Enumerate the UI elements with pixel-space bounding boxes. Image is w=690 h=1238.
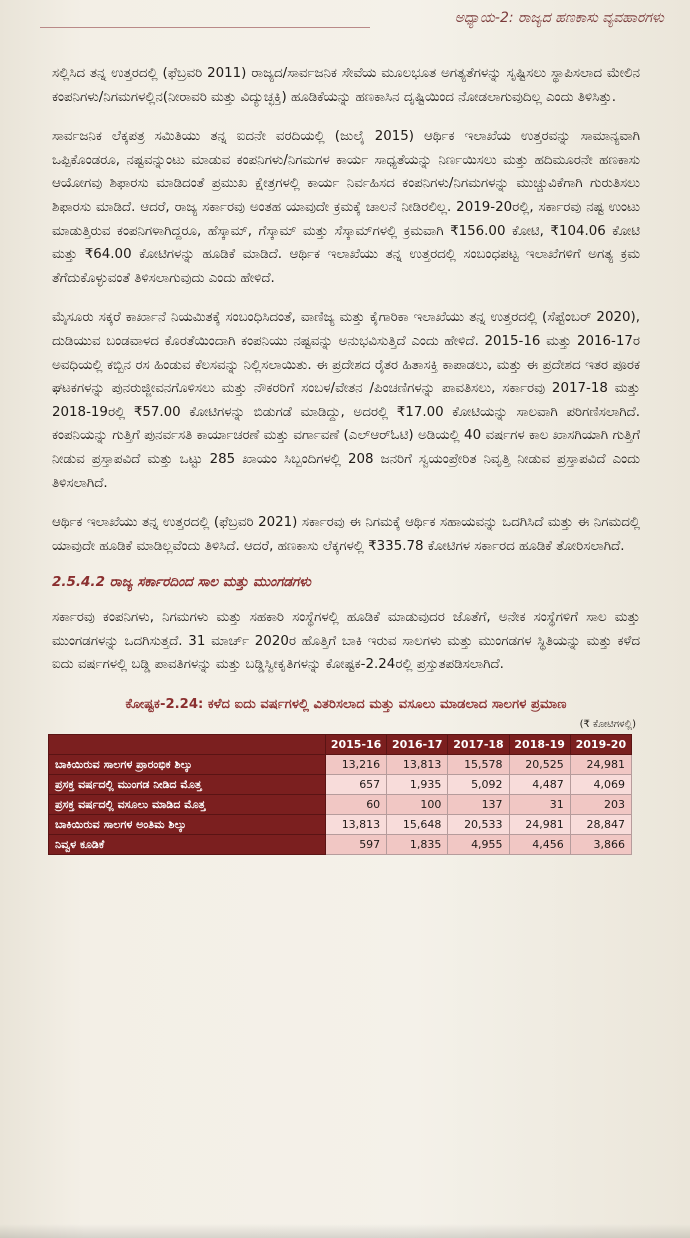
table-header-year: 2018-19 xyxy=(509,735,570,755)
table-cell: 1,835 xyxy=(387,835,448,855)
loans-table xyxy=(48,734,632,855)
table-cell: 24,981 xyxy=(509,815,570,835)
section-heading: 2.5.4.2 ರಾಜ್ಯ ಸರ್ಕಾರದಿಂದ ಸಾಲ ಮತ್ತು ಮುಂಗಡಗಳು xyxy=(52,574,311,591)
table-cell: 15,578 xyxy=(448,755,509,775)
table-cell: 20,525 xyxy=(509,755,570,775)
table-cell: 13,216 xyxy=(326,755,387,775)
page-bottom-shadow xyxy=(0,1224,690,1238)
table-title: ಕೋಷ್ಟಕ-2.24: ಕಳೆದ ಐದು ವರ್ಷಗಳಲ್ಲಿ ವಿತರಿಸಲಾದ ಮತ್ತು ವಸೂಲು ಮಾಡಲಾದ ಸಾಲಗಳ ಪ್ರಮಾಣ xyxy=(125,697,567,713)
table-unit-note: (₹ ಕೋಟಿಗಳಲ್ಲಿ) xyxy=(579,719,636,731)
row-label: ಬಾಕಿಯಿರುವ ಸಾಲಗಳ ಅಂತಿಮ ಶಿಲ್ಕು xyxy=(49,815,326,835)
table-row xyxy=(49,755,632,775)
table-cell: 3,866 xyxy=(570,835,631,855)
table-cell: 5,092 xyxy=(448,775,509,795)
paragraph-1: ಸಲ್ಲಿಸಿದ ತನ್ನ ಉತ್ತರದಲ್ಲಿ (ಫೆಬ್ರವರಿ 2011) ರಾಜ್ಯದ/ಸಾರ್ವಜನಿಕ ಸೇವೆಯ ಮೂಲಭೂತ ಅಗತ್ಯತೆಗಳನ್ನು ಸೃಷ್ಟಿಸಲು ಸ್ಥಾಪಿಸಲಾದ ಮೇಲಿನ ಕಂಪನಿಗಳು/ನಿಗಮಗಳಲ್ಲಿನ(ನೀರಾವರಿ ಮತ್ತು ವಿದ್ಯುಚ್ಛಕ್ತಿ) ಹೂಡಿಕೆಯನ್ನು ಹಣಕಾಸಿನ ದೃಷ್ಟಿಯಿಂದ ನೋಡಲಾಗುವುದಿಲ್ಲ ಎಂದು ತಿಳಿಸಿತ್ತು. xyxy=(52,66,640,105)
row-label: ಬಾಕಿಯಿರುವ ಸಾಲಗಳ ಪ್ರಾರಂಭಿಕ ಶಿಲ್ಕು xyxy=(49,755,326,775)
table-cell: 31 xyxy=(509,795,570,815)
table-row xyxy=(49,795,632,815)
table-row xyxy=(49,775,632,795)
table-cell: 203 xyxy=(570,795,631,815)
table-header-row xyxy=(49,735,632,755)
table-cell: 15,648 xyxy=(387,815,448,835)
table-cell: 13,813 xyxy=(387,755,448,775)
table-header-blank xyxy=(49,735,326,755)
table-cell: 1,935 xyxy=(387,775,448,795)
table-header-year: 2019-20 xyxy=(570,735,631,755)
table-cell: 657 xyxy=(326,775,387,795)
table-cell: 20,533 xyxy=(448,815,509,835)
row-label: ಪ್ರಸಕ್ತ ವರ್ಷದಲ್ಲಿ ಮುಂಗಡ ನೀಡಿದ ಮೊತ್ತ xyxy=(49,775,326,795)
section-paragraph: ಸರ್ಕಾರವು ಕಂಪನಿಗಳು, ನಿಗಮಗಳು ಮತ್ತು ಸಹಕಾರಿ ಸಂಸ್ಥೆಗಳಲ್ಲಿ ಹೂಡಿಕೆ ಮಾಡುವುದರ ಜೊತೆಗೆ, ಅನೇಕ ಸಂಸ್ಥೆಗಳಿಗೆ ಸಾಲ ಮತ್ತು ಮುಂಗಡಗಳನ್ನು ಒದಗಿಸುತ್ತದೆ. 31 ಮಾರ್ಚ್ 2020ರ ಹೊತ್ತಿಗೆ ಬಾಕಿ ಇರುವ ಸಾಲಗಳು ಮತ್ತು ಮುಂಗಡಗಳ ಸ್ಥಿತಿಯನ್ನು ಮತ್ತು ಕಳೆದ ಐದು ವರ್ಷಗಳಲ್ಲಿ ಬಡ್ಡಿ ಪಾವತಿಗಳನ್ನು ಮತ್ತು ಬಡ್ಡಿಸ್ವೀಕೃತಿಗಳನ್ನು ಕೋಷ್ಟಕ-2.24ರಲ್ಲಿ ಪ್ರಸ್ತುತಪಡಿಸಲಾಗಿದೆ. xyxy=(52,610,640,673)
table-header-year: 2016-17 xyxy=(387,735,448,755)
table-cell: 60 xyxy=(326,795,387,815)
table-cell: 24,981 xyxy=(570,755,631,775)
running-header: ಅಧ್ಯಾಯ-2: ರಾಜ್ಯದ ಹಣಕಾಸು ವ್ಯವಹಾರಗಳು xyxy=(454,10,664,26)
table-header-year: 2015-16 xyxy=(326,735,387,755)
paragraph-4: ಆರ್ಥಿಕ ಇಲಾಖೆಯು ತನ್ನ ಉತ್ತರದಲ್ಲಿ (ಫೆಬ್ರವರಿ 2021) ಸರ್ಕಾರವು ಈ ನಿಗಮಕ್ಕೆ ಆರ್ಥಿಕ ಸಹಾಯವನ್ನು ಒದಗಿಸಿದೆ ಮತ್ತು ಈ ನಿಗಮದಲ್ಲಿ ಯಾವುದೇ ಹೂಡಿಕೆ ಮಾಡಿಲ್ಲವೆಂದು ತಿಳಿಸಿದೆ. ಆದರೆ, ಹಣಕಾಸು ಲೆಕ್ಕಗಳಲ್ಲಿ ₹335.78 ಕೋಟಿಗಳ ಸರ್ಕಾರದ ಹೂಡಿಕೆ ತೋರಿಸಲಾಗಿದೆ. xyxy=(52,515,640,554)
table-row xyxy=(49,815,632,835)
paragraph-2: ಸಾರ್ವಜನಿಕ ಲೆಕ್ಕಪತ್ರ ಸಮಿತಿಯು ತನ್ನ ಐದನೇ ವರದಿಯಲ್ಲಿ (ಜುಲೈ 2015) ಆರ್ಥಿಕ ಇಲಾಖೆಯ ಉತ್ತರವನ್ನು ಸಾಮಾನ್ಯವಾಗಿ ಒಪ್ಪಿಕೊಂಡರೂ, ನಷ್ಟವನ್ನುಂಟು ಮಾಡುವ ಕಂಪನಿಗಳು/ನಿಗಮಗಳ ಕಾರ್ಯ ಸಾಧ್ಯತೆಯನ್ನು ನಿರ್ಣಯಿಸಲು ಮತ್ತು ಹದಿಮೂರನೇ ಹಣಕಾಸು ಆಯೋಗವು ಶಿಫಾರಸು ಮಾಡಿದಂತೆ ಪ್ರಮುಖ ಕ್ಷೇತ್ರಗಳಲ್ಲಿ ಕಾರ್ಯ ನಿರ್ವಹಿಸದ ಕಂಪನಿಗಳು/ನಿಗಮಗಳನ್ನು ಮುಚ್ಚುವಿಕೆಗಾಗಿ ಗುರುತಿಸಲು ಶಿಫಾರಸು ಮಾಡಿದೆ. ಆದರೆ, ರಾಜ್ಯ ಸರ್ಕಾರವು ಅಂತಹ ಯಾವುದೇ ಕ್ರಮಕ್ಕೆ ಚಾಲನೆ ನೀಡಿರಲಿಲ್ಲ. 2019-20ರಲ್ಲಿ, ಸರ್ಕಾರವು ನಷ್ಟ ಉಂಟು ಮಾಡುತ್ತಿರುವ ಕಂಪನಿಗಳಾಗಿದ್ದರೂ, ಹೆಸ್ಕಾಮ್, ಗೆಸ್ಕಾಮ್ ಮತ್ತು ಸೆಸ್ಕಾಮ್‌ಗಳಲ್ಲಿ ಕ್ರಮವಾಗಿ ₹156.00 ಕೋಟಿ, ₹104.06 ಕೋಟಿ ಮತ್ತು ₹64.00 ಕೋಟಿಗಳನ್ನು ಹೂಡಿಕೆ ಮಾಡಿದೆ. ಆರ್ಥಿಕ ಇಲಾಖೆಯು ತನ್ನ ಉತ್ತರದಲ್ಲಿ ಸಂಬಂಧಪಟ್ಟ ಇಲಾಖೆಗಳಿಗೆ ಅಗತ್ಯ ಕ್ರಮ ತೆಗೆದುಕೊಳ್ಳುವಂತೆ ತಿಳಿಸಲಾಗುವುದು ಎಂದು ಹೇಳಿದೆ. xyxy=(52,129,640,286)
table-cell: 4,069 xyxy=(570,775,631,795)
row-label: ನಿವ್ವಳ ಕೂಡಿಕೆ xyxy=(49,835,326,855)
table-cell: 100 xyxy=(387,795,448,815)
table-cell: 597 xyxy=(326,835,387,855)
table-cell: 28,847 xyxy=(570,815,631,835)
table-cell: 4,955 xyxy=(448,835,509,855)
table-cell: 13,813 xyxy=(326,815,387,835)
page-content xyxy=(52,62,640,855)
table-cell: 4,456 xyxy=(509,835,570,855)
table-header-year: 2017-18 xyxy=(448,735,509,755)
table-cell: 137 xyxy=(448,795,509,815)
paragraph-3: ಮೈಸೂರು ಸಕ್ಕರೆ ಕಾರ್ಖಾನೆ ನಿಯಮಿತಕ್ಕೆ ಸಂಬಂಧಿಸಿದಂತೆ, ವಾಣಿಜ್ಯ ಮತ್ತು ಕೈಗಾರಿಕಾ ಇಲಾಖೆಯು ತನ್ನ ಉತ್ತರದಲ್ಲಿ (ಸೆಪ್ಟೆಂಬರ್ 2020), ದುಡಿಯುವ ಬಂಡವಾಳದ ಕೊರತೆಯಿಂದಾಗಿ ಕಂಪನಿಯು ನಷ್ಟವನ್ನು ಅನುಭವಿಸುತ್ತಿದೆ ಎಂದು ಹೇಳಿದೆ. 2015-16 ಮತ್ತು 2016-17ರ ಅವಧಿಯಲ್ಲಿ ಕಬ್ಬಿನ ರಸ ಹಿಂಡುವ ಕೆಲಸವನ್ನು ನಿಲ್ಲಿಸಲಾಯಿತು. ಈ ಪ್ರದೇಶದ ರೈತರ ಹಿತಾಸಕ್ತಿ ಕಾಪಾಡಲು, ಮತ್ತು ಈ ಪ್ರದೇಶದ ಇತರ ಪೂರಕ ಘಟಕಗಳನ್ನು ಪುನರುಜ್ಜೀವನಗೊಳಿಸಲು ಮತ್ತು ನೌಕರರಿಗೆ ಸಂಬಳ/ವೇತನ /ಪಿಂಚಣಿಗಳನ್ನು ಪಾವತಿಸಲು, ಸರ್ಕಾರವು 2017-18 ಮತ್ತು 2018-19ರಲ್ಲಿ ₹57.00 ಕೋಟಿಗಳನ್ನು ಬಿಡುಗಡೆ ಮಾಡಿದ್ದು, ಅದರಲ್ಲಿ ₹17.00 ಕೋಟಿಯನ್ನು ಸಾಲವಾಗಿ ಪರಿಗಣಿಸಲಾಗಿದೆ. ಕಂಪನಿಯನ್ನು ಗುತ್ತಿಗೆ ಪುನರ್ವಸತಿ ಕಾರ್ಯಾಚರಣೆ ಮತ್ತು ವರ್ಗಾವಣೆ (ಎಲ್‌ಆರ್‌ಓಟಿ) ಅಡಿಯಲ್ಲಿ 40 ವರ್ಷಗಳ ಕಾಲ ಖಾಸಗಿಯಾಗಿ ಗುತ್ತಿಗೆ ನೀಡುವ ಪ್ರಸ್ತಾಪವಿದೆ ಮತ್ತು ಒಟ್ಟು 285 ಖಾಯಂ ಸಿಬ್ಬಂದಿಗಳಲ್ಲಿ 208 ಜನರಿಗೆ ಸ್ವಯಂಪ್ರೇರಿತ ನಿವೃತ್ತಿ ನೀಡುವ ಪ್ರಸ್ತಾಪವಿದೆ ಎಂದು ತಿಳಿಸಲಾಗಿದೆ. xyxy=(52,310,640,491)
header-rule xyxy=(40,27,370,28)
row-label: ಪ್ರಸಕ್ತ ವರ್ಷದಲ್ಲಿ ವಸೂಲು ಮಾಡಿದ ಮೊತ್ತ xyxy=(49,795,326,815)
table-cell: 4,487 xyxy=(509,775,570,795)
table-row xyxy=(49,835,632,855)
